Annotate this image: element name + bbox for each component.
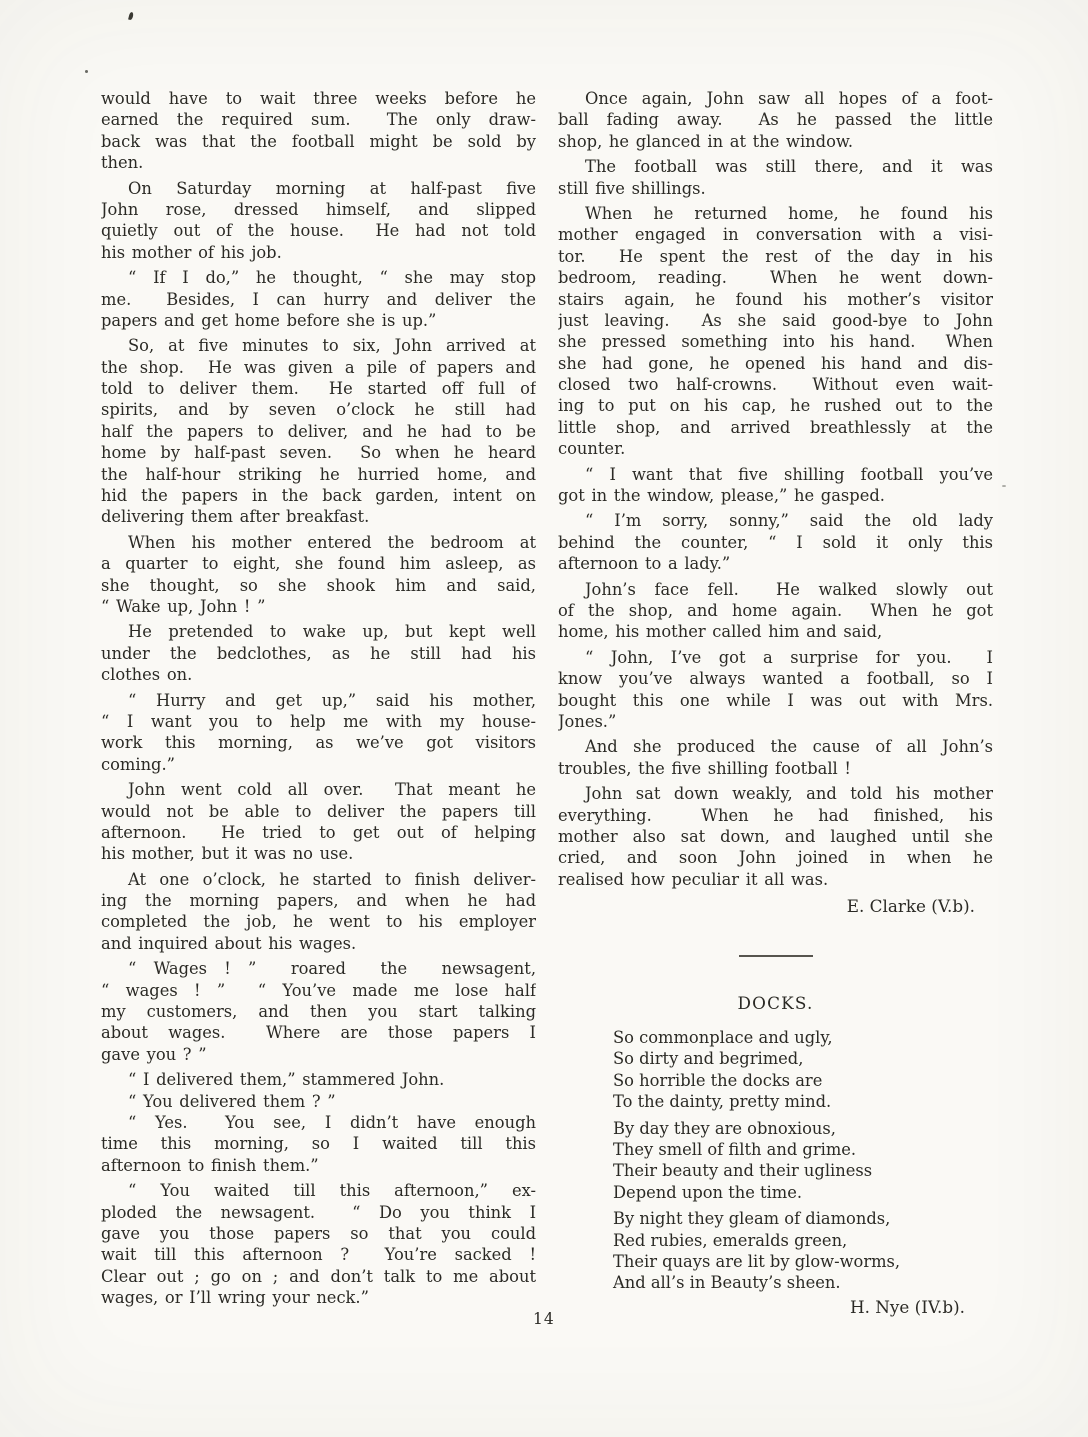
text-line: realised how peculiar it all was. <box>558 869 829 889</box>
paragraph <box>558 736 993 779</box>
poem-line: By day they are obnoxious, <box>613 1118 836 1138</box>
text-line: “ You waited till this afternoon,” ex- <box>128 1181 536 1201</box>
text-line: ing to put on his cap, he rushed out to the <box>558 396 993 416</box>
text-line: back was that the football might be sold by <box>101 131 536 151</box>
paragraph <box>558 464 993 507</box>
text-line: about wages. Where are those papers I <box>101 1023 536 1043</box>
paragraph <box>101 621 536 685</box>
paragraph <box>101 779 536 865</box>
text-line: John’s face fell. He walked slowly out <box>585 579 993 599</box>
text-line: know you’ve always wanted a football, so I <box>558 669 993 689</box>
text-line: earned the required sum. The only draw- <box>101 110 536 130</box>
text-line: John sat down weakly, and told his mother <box>585 784 993 804</box>
text-line: gave you those papers so that you could <box>101 1223 536 1243</box>
text-line: would have to wait three weeks before he <box>101 89 536 108</box>
text-line: wages, or I’ll wring your neck.” <box>101 1288 369 1308</box>
text-line: she had gone, he opened his hand and dis- <box>558 353 993 373</box>
text-line: under the bedclothes, as he still had his <box>101 643 536 663</box>
text-line: “ I want you to help me with my house- <box>101 711 536 731</box>
text-line: ploded the newsagent. “ Do you think I <box>101 1202 536 1222</box>
paragraph <box>101 178 536 264</box>
text-line: He pretended to wake up, but kept well <box>128 622 536 642</box>
text-line: ball fading away. As he passed the little <box>558 110 993 130</box>
text-line: On Saturday morning at half-past five <box>128 178 536 198</box>
text-line: me. Besides, I can hurry and deliver the <box>101 289 536 309</box>
poem-body <box>558 1027 993 1294</box>
text-line: his mother, but it was no use. <box>101 844 354 864</box>
poem-line: They smell of filth and grime. <box>613 1139 857 1159</box>
paragraph <box>101 869 536 955</box>
poem-line: Depend upon the time. <box>613 1182 803 1202</box>
text-line: afternoon to a lady.” <box>558 554 731 574</box>
text-line: Clear out ; go on ; and don’t talk to me about <box>101 1266 536 1286</box>
text-line: troubles, the five shilling football ! <box>558 758 851 778</box>
paragraph <box>101 1091 536 1112</box>
text-line: “ Wake up, John ! ” <box>101 596 266 616</box>
story-continuation <box>558 88 993 890</box>
text-line: “ John, I’ve got a surprise for you. I <box>585 647 993 667</box>
text-line: So, at five minutes to six, John arrived at <box>128 336 536 356</box>
paragraph <box>558 203 993 460</box>
text-line: half the papers to deliver, and he had to be <box>101 421 536 441</box>
text-line: shop, he glanced in at the window. <box>558 131 854 151</box>
text-line: behind the counter, “ I sold it only this <box>558 532 993 552</box>
text-line: “ wages ! ” “ You’ve made me lose half <box>101 980 536 1000</box>
text-line: of the shop, and home again. When he got <box>558 600 993 620</box>
ink-speck <box>85 70 88 73</box>
text-line: bedroom, reading. When he went down- <box>558 268 993 288</box>
ink-speck <box>1002 485 1006 487</box>
poem-line: To the dainty, pretty mind. <box>613 1092 832 1112</box>
text-line: clothes on. <box>101 665 193 685</box>
text-line: coming.” <box>101 754 175 774</box>
text-line: completed the job, he went to his employer <box>101 912 536 932</box>
text-line: “ Hurry and get up,” said his mother, <box>128 690 536 710</box>
poem-stanza <box>613 1208 993 1294</box>
paragraph <box>101 1180 536 1308</box>
text-line: his mother of his job. <box>101 242 282 262</box>
text-line: When he returned home, he found his <box>585 203 993 223</box>
text-line: home, his mother called him and said, <box>558 622 883 642</box>
text-line: Jones.” <box>558 711 617 731</box>
text-line: The football was still there, and it was <box>585 157 993 177</box>
paragraph <box>558 156 993 199</box>
poem-line: Red rubies, emeralds green, <box>613 1230 848 1250</box>
text-line: “ I’m sorry, sonny,” said the old lady <box>585 511 993 531</box>
text-line: John rose, dressed himself, and slipped <box>101 199 536 219</box>
text-line: she thought, so she shook him and said, <box>101 575 536 595</box>
text-line: spirits, and by seven o’clock he still had <box>101 400 536 420</box>
text-line: afternoon. He tried to get out of helping <box>101 822 536 842</box>
text-line: everything. When he had finished, his <box>558 805 993 825</box>
text-line: “ If I do,” he thought, “ she may stop <box>128 268 536 288</box>
poem-line: By night they gleam of diamonds, <box>613 1209 891 1229</box>
poem-author-signature: H. Nye (IV.b). <box>849 1296 965 1317</box>
paragraph <box>101 335 536 528</box>
paragraph <box>101 690 536 776</box>
text-line: “ Wages ! ” roared the newsagent, <box>128 959 536 979</box>
text-line: would not be able to deliver the papers till <box>101 801 536 821</box>
poem-line: And all’s in Beauty’s sheen. <box>613 1273 841 1293</box>
paragraph <box>101 958 536 1065</box>
text-line: and inquired about his wages. <box>101 933 357 953</box>
paragraph <box>101 88 536 174</box>
text-line: mother also sat down, and laughed until she <box>558 826 993 846</box>
poem-line: Their beauty and their ugliness <box>613 1161 873 1181</box>
page-number: 14 <box>533 1310 555 1328</box>
poem-stanza <box>613 1118 993 1204</box>
paragraph <box>558 510 993 574</box>
text-line: told to deliver them. He started off full of <box>101 379 536 399</box>
paragraph <box>101 267 536 331</box>
poem-stanza <box>613 1027 993 1113</box>
text-line: “ I delivered them,” stammered John. <box>128 1070 445 1090</box>
paragraph <box>558 88 993 152</box>
poem-line: So dirty and begrimed, <box>613 1049 804 1069</box>
story-author-signature: E. Clarke (V.b). <box>846 896 975 917</box>
text-columns <box>101 88 993 1318</box>
text-line: just leaving. As she said good-bye to John <box>558 310 993 330</box>
text-line: stairs again, he found his mother’s visitor <box>558 289 993 309</box>
text-line: “ I want that five shilling football you’ve <box>585 464 993 484</box>
section-divider-rule <box>739 955 813 957</box>
text-line: the half-hour striking he hurried home, and <box>101 464 536 484</box>
text-line: quietly out of the house. He had not told <box>101 221 536 241</box>
text-line: my customers, and then you start talking <box>101 1002 536 1022</box>
paragraph <box>558 783 993 890</box>
text-line: then. <box>101 153 144 173</box>
right-column <box>558 88 993 1318</box>
poem-line: So horrible the docks are <box>613 1070 823 1090</box>
text-line: John went cold all over. That meant he <box>128 780 536 800</box>
text-line: counter. <box>558 439 626 459</box>
text-line: wait till this afternoon ? You’re sacked ! <box>101 1245 536 1265</box>
paragraph <box>558 579 993 643</box>
text-line: “ Yes. You see, I didn’t have enough <box>128 1112 536 1132</box>
paragraph <box>101 532 536 618</box>
text-line: When his mother entered the bedroom at <box>128 532 536 552</box>
text-line: “ You delivered them ? ” <box>128 1091 336 1111</box>
text-line: time this morning, so I waited till this <box>101 1134 536 1154</box>
text-line: Once again, John saw all hopes of a foot- <box>585 89 993 108</box>
text-line: a quarter to eight, she found him asleep, as <box>101 554 536 574</box>
text-line: she pressed something into his hand. When <box>558 332 993 352</box>
text-line: ing the morning papers, and when he had <box>101 891 536 911</box>
text-line: work this morning, as we’ve got visitors <box>101 733 536 753</box>
poem-title: DOCKS. <box>737 993 814 1014</box>
poem-line: So commonplace and ugly, <box>613 1027 833 1047</box>
text-line: afternoon to finish them.” <box>101 1155 319 1175</box>
paragraph <box>558 647 993 733</box>
text-line: little shop, and arrived breathlessly at the <box>558 417 993 437</box>
text-line: hid the papers in the back garden, intent on <box>101 486 536 506</box>
text-line: bought this one while I was out with Mrs. <box>558 690 993 710</box>
ink-speck <box>128 12 134 21</box>
left-column <box>101 88 536 1318</box>
text-line: home by half-past seven. So when he heard <box>101 443 536 463</box>
paragraph <box>101 1112 536 1176</box>
text-line: papers and get home before she is up.” <box>101 310 437 330</box>
text-line: mother engaged in conversation with a visi- <box>558 225 993 245</box>
text-line: delivering them after breakfast. <box>101 507 370 527</box>
text-line: And she produced the cause of all John’s <box>585 737 993 757</box>
text-line: tor. He spent the rest of the day in his <box>558 246 993 266</box>
text-line: gave you ? ” <box>101 1044 207 1064</box>
text-line: closed two half-crowns. Without even wait- <box>558 375 993 395</box>
text-line: still five shillings. <box>558 178 706 198</box>
text-line: At one o’clock, he started to finish deliver- <box>128 869 536 889</box>
text-line: got in the window, please,” he gasped. <box>558 486 885 506</box>
poem-line: Their quays are lit by glow-worms, <box>613 1251 901 1271</box>
text-line: cried, and soon John joined in when he <box>558 848 993 868</box>
paragraph <box>101 1069 536 1090</box>
text-line: the shop. He was given a pile of papers and <box>101 357 536 377</box>
